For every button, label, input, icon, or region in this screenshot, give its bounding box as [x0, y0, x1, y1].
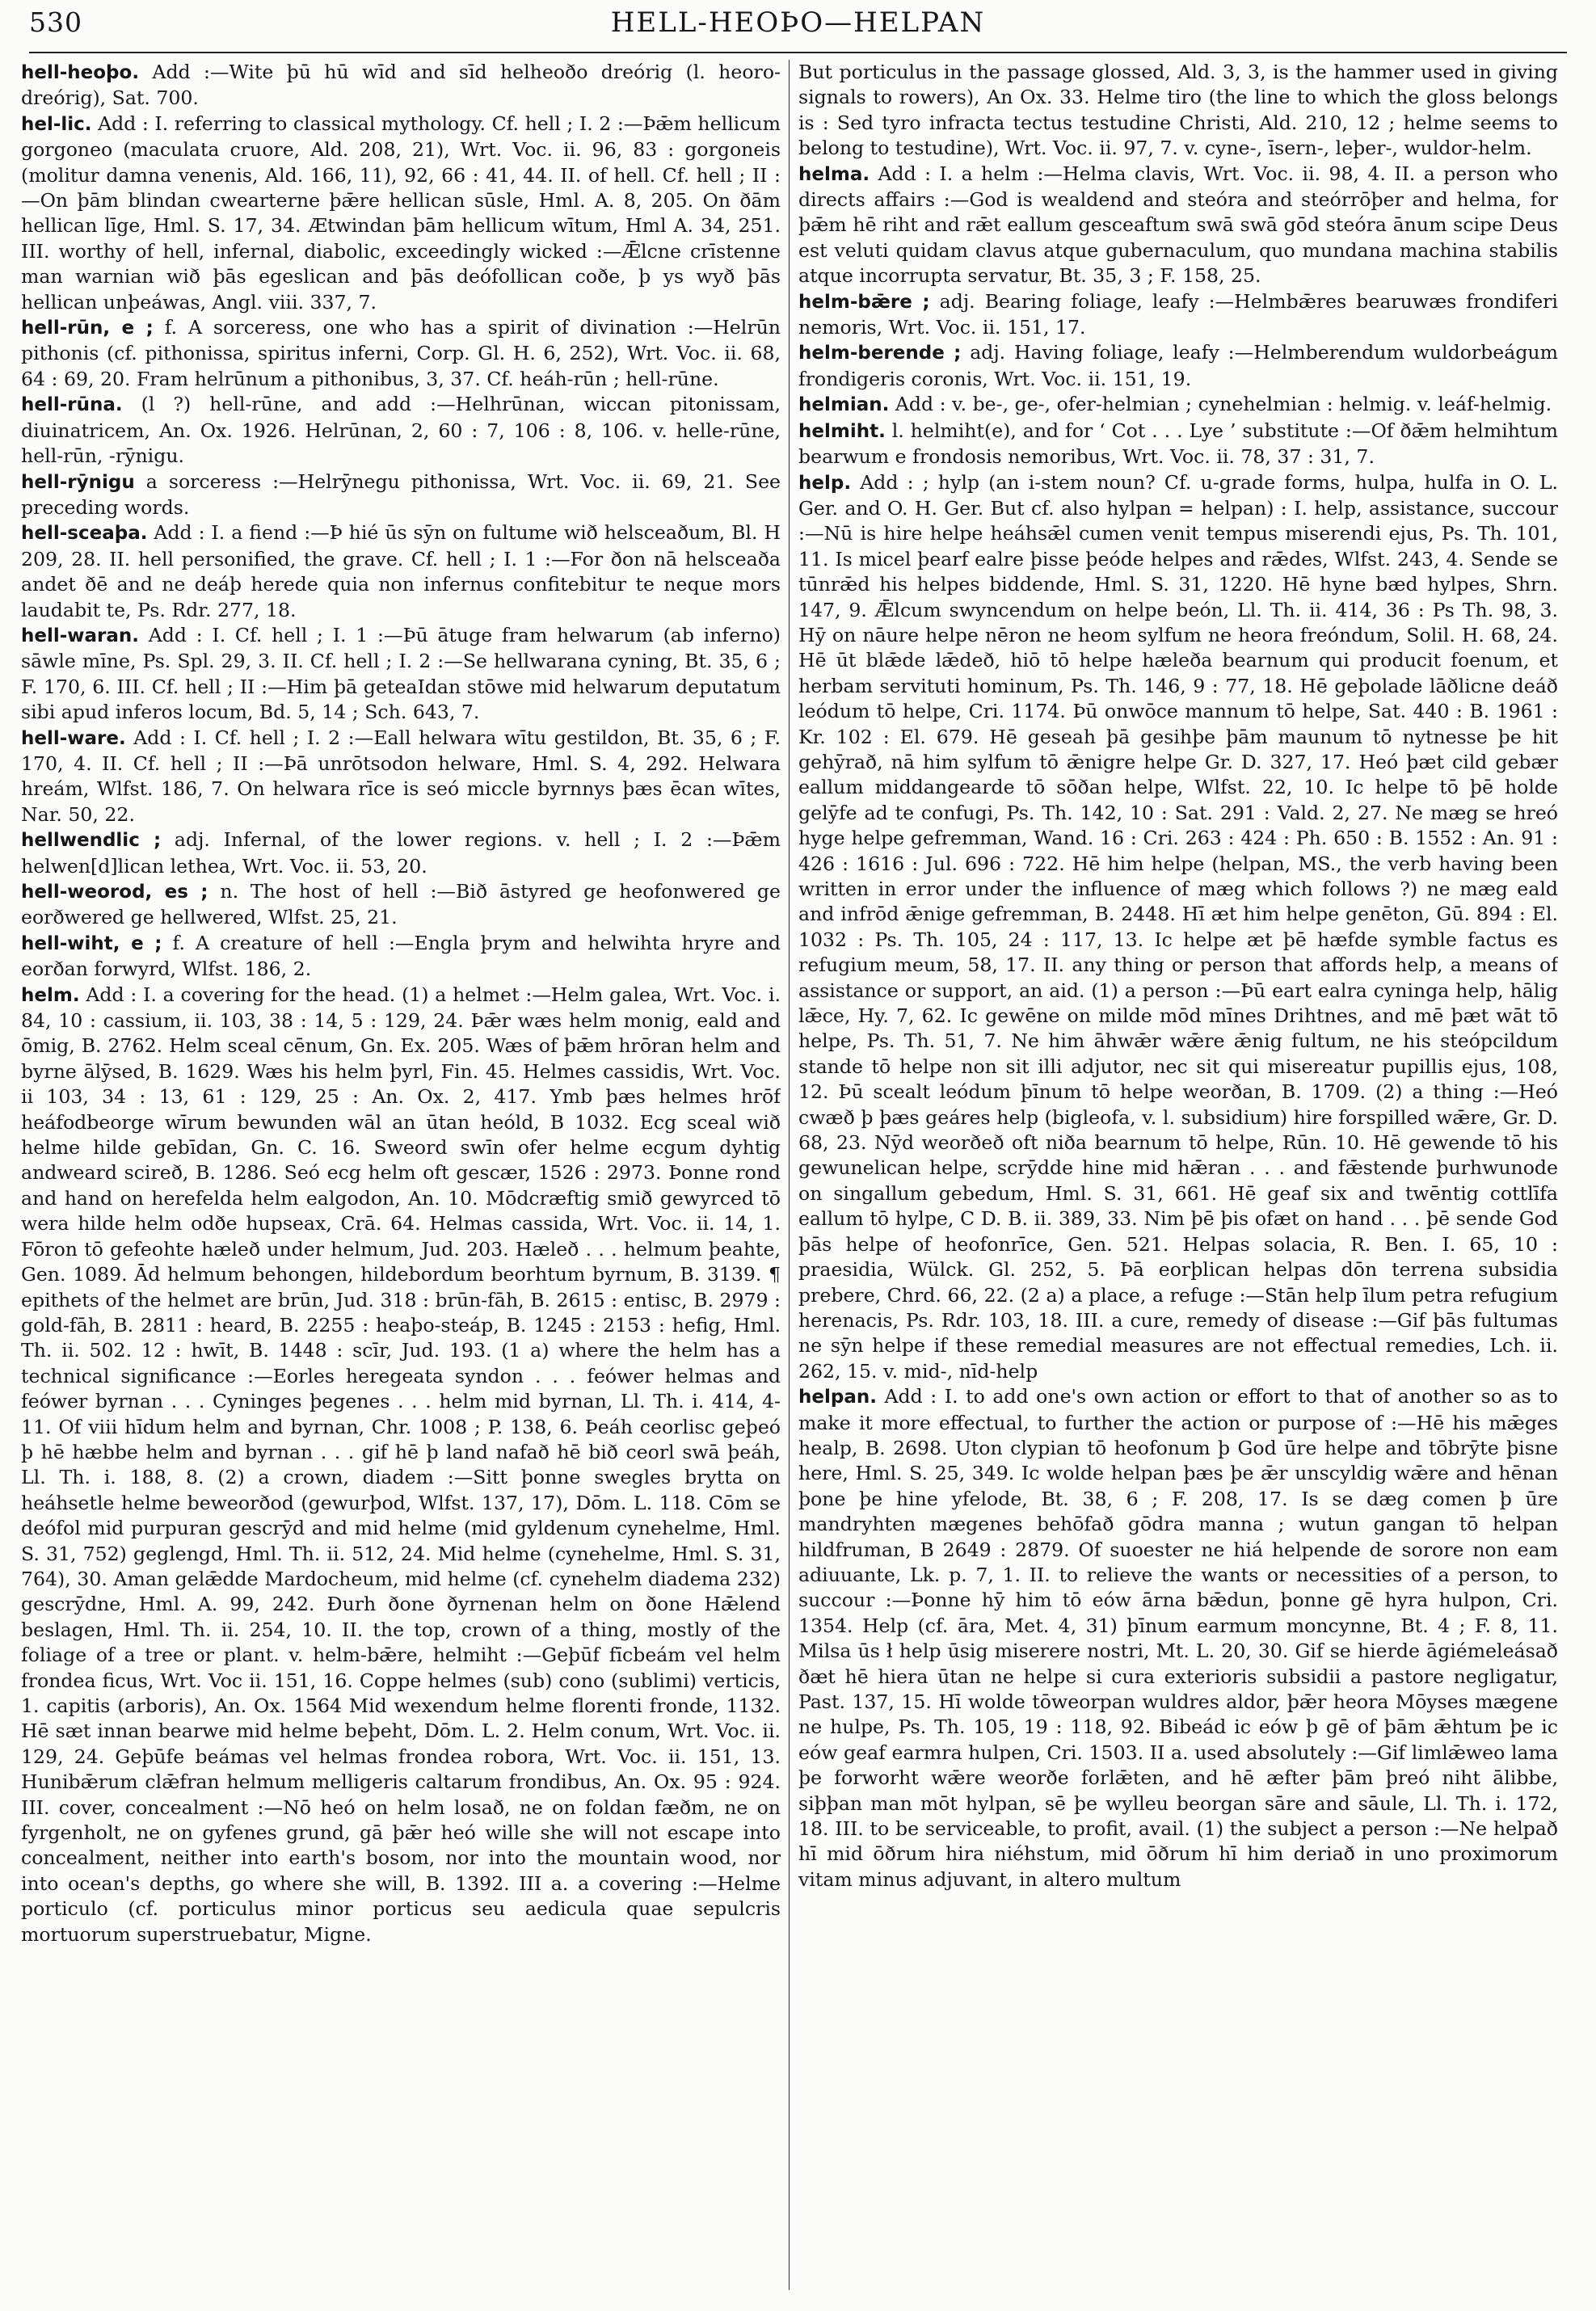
entry-text: adj. Infernal, of the lower regions. v. hell ; I. 2 :—Þǣm helwen[d]lican lethea, Wrt. Voc. ii. 53, 20. — [21, 828, 781, 878]
dictionary-entry — [21, 931, 781, 983]
dictionary-entry — [21, 827, 781, 879]
entry-headword: hell-waran. — [21, 625, 140, 646]
dictionary-entry — [798, 162, 1558, 289]
dictionary-entry — [21, 726, 781, 828]
dictionary-entry — [798, 1384, 1558, 1892]
entry-text: f. A creature of hell :—Engla þrym and helwihta hryre and eorðan forwyrd, Wlfst. 186, 2. — [21, 931, 781, 981]
entry-text: Add : v. be-, ge-, ofer-helmian ; cynehelmian : helmig. v. leáf-helmig. — [889, 393, 1552, 416]
dictionary-entry — [798, 289, 1558, 341]
dictionary-entry — [21, 623, 781, 726]
entry-text: adj. Bearing foliage, leafy :—Helmbǣres bearuwæs frondiferi nemoris, Wrt. Voc. ii. 151, 17. — [798, 289, 1558, 339]
entry-text: Add : I. a covering for the head. (1) a helmet :—Helm galea, Wrt. Voc. i. 84, 10 : cassium, ii. 103, 38 : 14, 5 : 129, 24. Þǣr wæs helm monig, eald and ōmig, B. 2762. Helm sceal cēnum, Gn. Ex. 205. Wæs of þǣm hrōran helm and byrne ālȳsed, B. 1629. Wæs his helm þyrl, Fin. 45. Helmes cassidis, Wrt. Voc. ii 103, 34 : 13, 61 : 129, 25 : An. Ox. 2, 417. Ymb þæs helmes hrōf heáfodbeorge wīrum bewunden wāl an ūtan heóld, B 1032. Ecg sceal wið helme hilde gebīdan, Gn. C. 16. Sweord swīn ofer helme ecgum dyhtig andweard scireð, B. 1286. Seó ecg helm oft gescær, 1526 : 2973. Þonne rond and hand on herefelda helm ealgodon, An. 10. Mōdcræftig smið gewyrced tō wera hilde helm odðe hupseax, Crā. 64. Helmas cassida, Wrt. Voc. ii. 14, 1. Fōron tō gefeohte hæleð under helmum, Jud. 203. Hæleð . . . helmum þeahte, Gen. 1089. Ād helmum behongen, hildebordum beorhtum byrnum, B. 3139. ¶ epithets of the helmet are brūn, Jud. 318 : brūn-fāh, B. 2615 : entisc, B. 2979 : gold-fāh, B. 2811 : heard, B. 2255 : heaþo-steáp, B. 1245 : 2153 : hefig, Hml. Th. ii. 502. 12 : hwīt, B. 1448 : scīr, Jud. 193. (1 a) where the helm has a technical significance :—Eorles heregeata syndon . . . feówer helmas and feówer byrnan . . . Cyninges þegenes . . . helm mid byrnan, Ll. Th. i. 414, 4-11. Of viii hīdum helm and byrnan, Chr. 1008 ; P. 138, 6. Þeáh ceorlisc geþeó þ hē hæbbe helm and byrnan . . . gif hē þ land nafað hē bið ceorl swā þeáh, Ll. Th. i. 188, 8. (2) a crown, diadem :—Sitt þonne swegles brytta on heáhsetle helme beweorðod (gewurþod, Wlfst. 137, 17), Dōm. L. 118. Cōm se deófol mid purpuran gescrȳd and mid helme (mid gyldenum cynehelme, Hml. S. 31, 752) geglengd, Hml. Th. ii. 512, 24. Mid helme (cynehelme, Hml. S. 31, 764), 30. Aman gelǣdde Mardocheum, mid helme (cf. cynehelm diadema 232) gescrȳdne, Hml. A. 99, 242. Ðurh ðone ðyrnenan helm on ðone Hǣlend beslagen, Hml. Th. ii. 254, 10. II. the top, crown of a thing, mostly of the foliage of a tree or plant. v. helm-bǣre, helmiht :—Geþūf fīcbeám vel helm frondea ficus, Wrt. Voc ii. 151, 16. Coppe helmes (sub) cono (sublimi) verticis, 1. capitis (arboris), An. Ox. 1564 Mid wexendum helme florenti fronde, 1132. Hē sæt innan bearwe mid helme beþeht, Dōm. L. 2. Helm conum, Wrt. Voc. ii. 129, 24. Geþūfe beámas vel helmas frondea robora, Wrt. Voc. ii. 151, 13. Hunibǣrum clǣfran helmum melligeris caltarum frondibus, An. Ox. 95 : 924. III. cover, concealment :—Nō heó on helm losað, ne on foldan fæðm, ne on fyrgenholt, ne on gyfenes grund, gā þǣr heó wille she will not escape into concealment, neither into earth's bosom, nor into the mountain wood, nor into ocean's depths, go where she will, B. 1392. III a. a covering :—Helme porticulo (cf. porticulus minor porticus seu aedicula quae sepulcris mortuorum superstruebatur, Migne. — [21, 983, 781, 1946]
entry-text: Add : ; hylp (an i-stem noun? Cf. u-grade forms, hulpa, hulfa in O. L. Ger. and O. H. Ger. But cf. also hylpan = helpan) : I. help, assistance, succour :—Nū is hire helpe heáhsǣl cumen venit tempus miserendi ejus, Ps. Th. 101, 11. Is micel þearf ealre þisse þeóde helpes and rǣdes, Wlfst. 243, 4. Sende se tūnrǣd his helpes biddende, Hml. S. 31, 1220. Hē hyne bæd hylpes, Shrn. 147, 9. Ǣlcum swyncendum on helpe beón, Ll. Th. ii. 414, 36 : Ps Th. 98, 3. Hȳ on nāure helpe nēron ne heom sylfum ne heora freóndum, Solil. H. 68, 24. Hē ūt blǣde lǣdeð, hiō tō helpe hæleða bearnum qui producit foenum, et herbam servituti hominum, Ps. Th. 146, 9 : 77, 18. Hē geþolade lāðlicne deáð leódum tō helpe, Cri. 1174. Þū onwōce mannum tō helpe, Sat. 440 : B. 1961 : Kr. 102 : El. 679. Hē geseah þā gesihþe þām maunum tō nytnesse þe hit gehȳrað, nā him sylfum tō ǣnigre helpe Gr. D. 327, 17. Heó þæt cild gebær eallum middangearde tō sōðan helpe, Wlfst. 22, 10. Ic helpe tō þē holde gelȳfe ad te confugi, Ps. Th. 142, 10 : Sat. 291 : Vald. 2, 27. Ne mæg se hreó hyge helpe gefremman, Wand. 16 : Cri. 263 : 424 : Ph. 650 : B. 1552 : An. 91 : 426 : 1616 : Jul. 696 : 722. Hē him helpe (helpan, MS., the verb having been written in error under the influence of mæg which follows ?) ne mæg eald and infrōd ǣnige gefremman, B. 2448. Hī æt him helpe genēton, Gū. 894 : El. 1032 : Ps. Th. 105, 24 : 117, 13. Ic helpe æt þē hæfde symble factus es refugium meum, 58, 17. II. any thing or person that affords help, a means of assistance or support, an aid. (1) a person :—Þū eart ealra cyninga help, hālig lǣce, Hy. 7, 62. Ic gewēne on milde mōd mīnes Drihtnes, and mē þæt wāt tō helpe, Ps. Th. 51, 7. Ne him āhwǣr wǣre ǣnig fultum, ne his steópcildum stande tō helpe non sit illi adjutor, nec sit qui misereatur pupillis ejus, 108, 12. Þū scealt leódum þīnum tō helpe weorðan, B. 1709. (2) a thing :—Heó cwæð þ þæs geáres help (bigleofa, v. l. subsidium) hire forspilled wǣre, Gr. D. 68, 23. Nȳd weorðeð oft niða bearnum tō helpe, Rūn. 10. Hē gewende tō his gewunelican helpe, scrȳdde hine mid hǣran . . . and fǣstende þurhwunode on singallum gebedum, Hml. S. 31, 661. Hē geaf six and twēntig cottlīfa eallum tō hylpe, C D. B. ii. 389, 33. Nim þē þis ofæt on hand . . . þē sende God þās helpe of heofonrīce, Gen. 521. Helpas solacia, R. Ben. I. 65, 10 : praesidia, Wülck. Gl. 252, 5. Þā eorþlican helpas dōn terrena subsidia prebere, Chrd. 66, 22. (2 a) a place, a refuge :—Stān help īlum petra refugium herenacis, Ps. Rdr. 103, 18. III. a cure, remedy of disease :—Gif þās fultumas ne sȳn helpe if these remedial measures are not effectual remedies, Lch. ii. 262, 15. v. mid-, nīd-help — [798, 470, 1558, 1383]
dictionary-entry — [21, 520, 781, 623]
dictionary-entry — [798, 340, 1558, 392]
dictionary-entry — [21, 112, 781, 315]
entry-text: Add : I. a fiend :—Þ hié ūs sȳn on fultume wið helsceaðum, Bl. H 209, 28. II. hell personified, the grave. Cf. hell ; I. 1 :—For ðon nā helsceaða andet ðē and ne deáþ herede quia non infernus confitebitur te neque mors laudabit te, Ps. Rdr. 277, 18. — [21, 521, 781, 621]
entry-text: f. A sorceress, one who has a spirit of divination :—Helrūn pithonis (cf. pithonissa, spiritus inferni, Corp. Gl. H. 6, 252), Wrt. Voc. ii. 68, 64 : 69, 20. Fram helrūnum a pithonibus, 3, 37. Cf. heáh-rūn ; hell-rūne. — [21, 316, 781, 390]
page-header — [29, 0, 1567, 53]
entry-text: a sorceress :—Helrȳnegu pithonissa, Wrt. Voc. ii. 69, 21. See preceding words. — [21, 469, 781, 519]
entry-text: (l ?) hell-rūne, and add :—Helhrūnan, wiccan pitonissam, diuinatricem, An. Ox. 1926. Helrūnan, 2, 60 : 7, 106 : 8, 106. v. helle-rūne, hell-rūn, -rȳnigu. — [21, 393, 781, 468]
entry-headword: hel-lic. — [21, 113, 92, 135]
entry-headword: hell-ware. — [21, 727, 126, 749]
entry-headword: helpan. — [798, 1387, 877, 1408]
entry-headword: hell-rȳnigu — [21, 471, 135, 493]
running-head: HELL-HEOÞO—HELPAN — [610, 6, 986, 39]
dictionary-entry — [21, 469, 781, 521]
dictionary-entry — [21, 983, 781, 1947]
entry-headword: hell-heoþo. — [21, 62, 140, 83]
entry-text: Add :—Wite þū hū wīd and sīd helheoðo dreórig (l. heoro-dreórig), Sat. 700. — [21, 61, 781, 110]
entry-headword: hell-weorod, es ; — [21, 882, 208, 903]
entry-text: Add : I. Cf. hell ; I. 1 :—Þū ātuge fram helwarum (ab inferno) sāwle mīne, Ps. Spl. 29, 3. II. Cf. hell ; I. 2 :—Se hellwarana cyning, Bt. 35, 6 ; F. 170, 6. III. Cf. hell ; II :—Him þā geteaIdan stōwe mid helwarum deputatum sibi apud inferos locum, Bd. 5, 14 ; Sch. 643, 7. — [21, 623, 781, 724]
entry-text: Add : I. referring to classical mythology. Cf. hell ; I. 2 :—Þǣm hellicum gorgoneo (maculata cruore, Ald. 208, 21), Wrt. Voc. ii. 96, 83 : gorgoneis (molitur damna venenis, Ald. 166, 11), 92, 66 : 41, 44. II. of hell. Cf. hell ; II :—On þām blindan cwearterne þǣre hellican sūsle, Hml. A. 8, 205. On ðām hellican līge, Hml. S. 17, 34. Ætwindan þām hellicum wītum, Hml A. 34, 251. III. worthy of hell, infernal, diabolic, exceedingly wicked :—Ǣlcne crīstenne man warnian wið þās egeslican and þās deófollican coðe, þ ys wyð þās hellican unþeáwas, Angl. viii. 337, 7. — [21, 112, 781, 314]
entry-headword: hell-wiht, e ; — [21, 932, 162, 954]
left-column — [21, 60, 781, 2290]
entry-headword: hell-rūna. — [21, 394, 123, 416]
dictionary-entry — [21, 315, 781, 392]
entry-text: l. helmiht(e), and for ‘ Cot . . . Lye ’ substitute :—Of ðǣm helmihtum bearwum e frondosis nemoribus, Wrt. Voc. ii. 78, 37 : 31, 7. — [798, 419, 1558, 469]
dictionary-entry — [21, 392, 781, 469]
entry-headword: hell-sceaþa. — [21, 523, 148, 545]
entry-headword: helm-berende ; — [798, 343, 962, 364]
entry-headword: helmiht. — [798, 420, 886, 442]
entry-text: But porticulus in the passage glossed, Ald. 3, 3, is the hammer used in giving signals to rowers), An Ox. 33. Helme tiro (the line to which the gloss belongs is : Sed tyro infracta tectus testudine Christi, Ald. 210, 12 ; helme seems to belong to testudine), Wrt. Voc. ii. 97, 7. v. cyne-, īsern-, leþer-, wuldor-helm. — [798, 61, 1558, 160]
entry-headword: helm-bǣre ; — [798, 291, 930, 313]
right-column — [798, 60, 1558, 2290]
dictionary-entry — [798, 392, 1558, 418]
entry-text: Add : I. Cf. hell ; I. 2 :—Eall helwara wītu gestildon, Bt. 35, 6 ; F. 170, 4. II. Cf. hell ; II :—Þā unrōtsodon helware, Hml. S. 4, 292. Helwara hreám, Wlfst. 186, 7. On helwara rīce is seó miccle byrnnys þæs ēcan wītes, Nar. 50, 22. — [21, 726, 781, 826]
entry-headword: helma. — [798, 163, 870, 185]
page-number: 530 — [29, 6, 82, 38]
entry-headword: help. — [798, 472, 852, 494]
entry-headword: hellwendlic ; — [21, 830, 162, 852]
header-rule — [29, 52, 1567, 53]
entry-text: adj. Having foliage, leafy :—Helmberendum wuldorbeágum frondigeris coronis, Wrt. Voc. ii. 151, 19. — [798, 341, 1558, 390]
dictionary-entry — [21, 60, 781, 112]
entry-text: Add : I. a helm :—Helma clavis, Wrt. Voc. ii. 98, 4. II. a person who directs affairs :—God is wealdend and steóra and steórrōþer and helma, for þǣm hē riht and rǣt eallum gesceaftum swā swā gōd steóra ānum scipe Deus est veluti quidam clavus atque gubernaculum, quo mundana machina stabilis atque incorrupta servatur, Bt. 35, 3 ; F. 158, 25. — [798, 162, 1558, 288]
column-divider — [789, 60, 790, 2290]
dictionary-entry — [21, 879, 781, 931]
dictionary-entry — [798, 419, 1558, 470]
dictionary-entry — [798, 470, 1558, 1385]
entry-headword: hell-rūn, e ; — [21, 318, 154, 339]
entry-headword: helm. — [21, 984, 80, 1006]
entry-text: n. The host of hell :—Bið āstyred ge heofonwered ge eorðwered ge hellwered, Wlfst. 25, 21. — [21, 880, 781, 929]
entry-headword: helmian. — [798, 394, 890, 416]
dictionary-entry — [798, 60, 1558, 162]
entry-text: Add : I. to add one's own action or effort to that of another so as to make it more effectual, to further the action or purpose of :—Hē his mǣges healp, B. 2698. Uton clypian tō heofonum þ God ūre helpe and tōbrȳte þisne here, Hml. S. 25, 349. Ic wolde helpan þæs þe ǣr unscyldig wǣre and hēnan þone þe hine yfelode, Bt. 38, 6 ; F. 208, 17. Is se dæg comen þ ūre mandryhten mægenes behōfað gōdra manna ; wutun gangan tō helpan hildfruman, B 2649 : 2879. Of suoester ne hiá helpende de sorore non eam adiuuante, Lk. p. 7, 1. II. to relieve the wants or necessities of a person, to succour :—Þonne hȳ him tō eów ārna bǣdun, þonne gē hyra hulpon, Cri. 1354. Help (cf. āra, Met. 4, 31) þīnum earmum moncynne, Bt. 4 ; F. 8, 11. Milsa ūs ł help ūsig miserere nostri, Mt. L. 20, 30. Gif se hierde āgiémeleásað ðæt hē hiera ūtan ne helpe si cura exterioris subsidii a pastore negligatur, Past. 137, 15. Hī wolde tōweorpan wuldres aldor, þǣr heora Mōyses mægene ne hulpe, Ps. Th. 105, 19 : 118, 92. Bibeád ic eów þ gē of þām ǣhtum þe ic eów geaf earmra hulpen, Cri. 1503. II a. used absolutely :—Gif limlǣweo lama þe forworht wǣre weorðe forlǣten, and hē æfter þām þreó niht ālibbe, siþþan man mōt hylpan, sē þe wylleu beorgan sāre and sāule, Ll. Th. i. 172, 18. III. to be serviceable, to profit, avail. (1) the subject a person :—Ne helpað hī mid ōðrum hira niéhstum, mid ōðrum hī him deriað in uno proximorum vitam minus adjuvant, in altero multum — [798, 1385, 1558, 1891]
